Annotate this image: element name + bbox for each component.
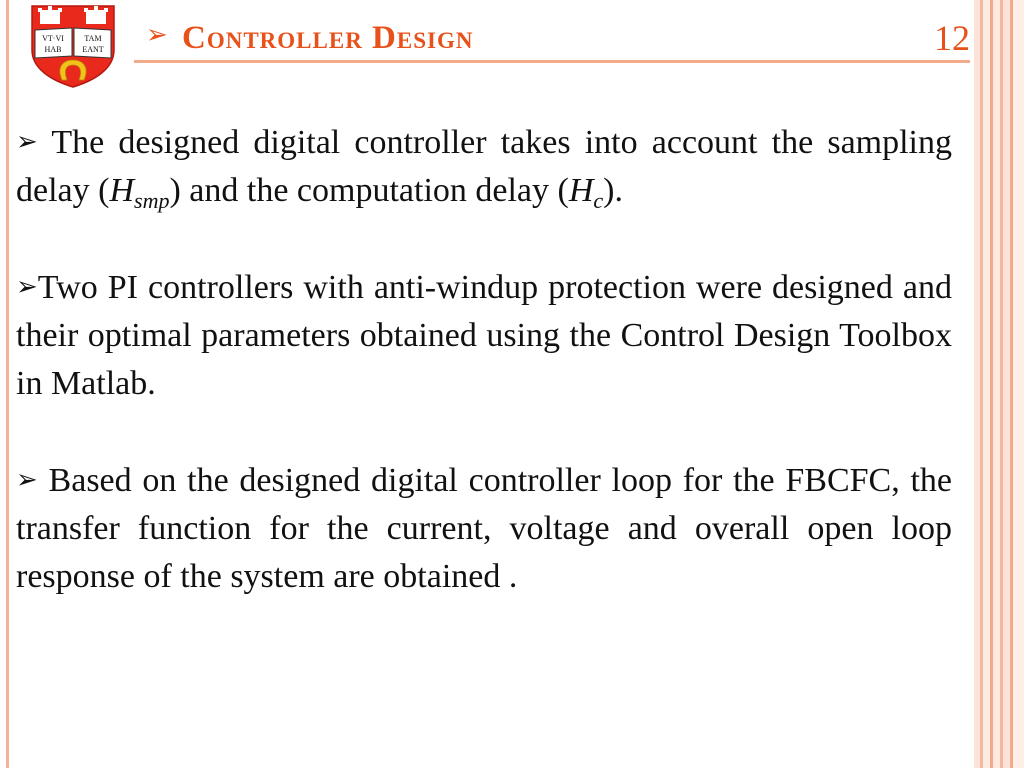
bullet-arrow-icon: ➢ bbox=[16, 465, 38, 495]
crest-text-right-top: TAM bbox=[84, 34, 102, 43]
slide-body bbox=[16, 118, 952, 601]
bullet-1-text-b: ) and the computation delay ( bbox=[169, 172, 569, 209]
bullet-item-3 bbox=[16, 456, 952, 601]
bullet-arrow-icon: ➢ bbox=[16, 272, 38, 302]
bullet-3-text: Based on the designed digital controller loop for the FBCFC, the transfer function for the current, voltage and overall open loop response of the system are obtained . bbox=[16, 462, 953, 595]
math-h-c bbox=[568, 172, 604, 213]
bullet-2-text: Two PI controllers with anti-windup protection were designed and their optimal parameters obtained using the Control Design Toolbox in Matlab. bbox=[16, 269, 952, 402]
right-border-stripes bbox=[974, 0, 1024, 768]
bullet-1-text-a: The designed digital controller takes into account the sampling delay ( bbox=[16, 124, 952, 209]
math-h-c-subscript: c bbox=[593, 188, 604, 213]
slide-title: Controller Design bbox=[182, 20, 474, 56]
bullet-item-2 bbox=[16, 263, 952, 408]
left-border-rule bbox=[6, 0, 9, 768]
slide-header bbox=[140, 14, 970, 60]
slide-number: 12 bbox=[934, 18, 970, 58]
bullet-item-1 bbox=[16, 118, 952, 215]
title-arrow-icon: ➢ bbox=[146, 20, 168, 50]
crest-text-right-bottom: EANT bbox=[82, 45, 104, 54]
math-h-c-main: H bbox=[568, 172, 594, 209]
math-h-smp-subscript: smp bbox=[134, 188, 170, 213]
university-crest-logo bbox=[26, 4, 120, 88]
title-underline bbox=[134, 60, 970, 63]
bullet-1-text-c: ). bbox=[603, 172, 623, 209]
math-h-smp-main: H bbox=[109, 172, 135, 209]
math-h-smp bbox=[109, 172, 170, 213]
crest-text-left-top: VT·VI bbox=[42, 34, 64, 43]
bullet-arrow-icon: ➢ bbox=[16, 127, 38, 157]
crest-text-left-bottom: HAB bbox=[44, 45, 62, 54]
